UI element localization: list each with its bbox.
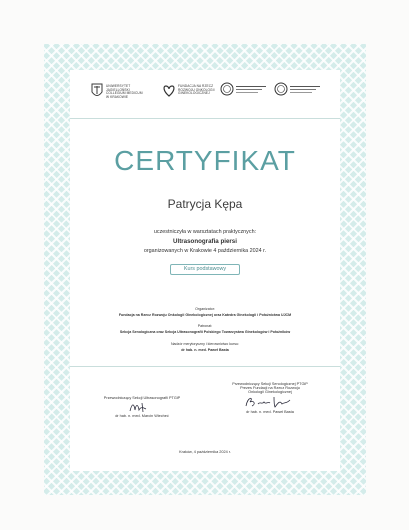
- course-supervisor: dr hab. n. med. Paweł Basta: [181, 348, 229, 352]
- supervision-label: Nadzór merytoryczny i kierownictwo kursu:: [170, 342, 240, 346]
- right-signatory-name: dr hab. n. med. Paweł Basta: [246, 410, 294, 414]
- logo-row: [70, 72, 340, 112]
- organizer-text: Fundacja na Rzecz Rozwoju Onkologii Ginekologicznej oraz Katedra Ginekologii i Położnictwa UJCM: [118, 313, 292, 317]
- foundation-logo: [162, 82, 218, 100]
- right-signature-image: [240, 394, 300, 410]
- right-signatory-role-3: Onkologii Ginekologicznej: [248, 390, 292, 394]
- university-logo: [90, 82, 150, 100]
- left-signature-block: [82, 396, 202, 418]
- organizer-label: Organizator:: [195, 307, 215, 311]
- foundation-logo-text: FUNDACJA NA RZECZ ROZWOJU ONKOLOGII GINEKOLOGICZNEJ: [178, 84, 215, 96]
- header-divider: [70, 118, 340, 119]
- right-signatory-role-2: Prezes Fundacji na Rzecz Rozwoju: [240, 386, 300, 390]
- certificate-title: CERTYFIKAT: [114, 145, 296, 176]
- left-signatory-name: dr hab. n. med. Marcin Wiecheć: [115, 414, 169, 418]
- participation-line: uczestniczyła w warsztatach praktycznych:: [153, 229, 257, 235]
- left-signature-image: [122, 400, 162, 414]
- right-signatory-role-1: Przewodniczący Sekcji Senologicznej PTGiP: [232, 382, 308, 386]
- society-seal-icon: [274, 82, 288, 96]
- patronage-text: Sekcja Senologiczna oraz Sekcja Ultrasonografii Polskiego Towarzystwa Ginekologów i Położników: [119, 330, 291, 334]
- ptgip-section-logo-2: [274, 82, 324, 100]
- recipient-name: Patrycja Kępa: [167, 197, 243, 211]
- patronage-label: Patronat:: [197, 324, 213, 328]
- middle-divider: [70, 366, 340, 367]
- left-signatory-role: Przewodniczący Sekcji Ultrasonografii PTGiP: [103, 396, 181, 400]
- place-and-date: Kraków, 4 października 2024 r.: [179, 450, 231, 454]
- foundation-heart-icon: [162, 82, 176, 100]
- course-title: Ultrasonografia piersi: [173, 238, 237, 245]
- university-logo-text: UNIWERSYTET JAGIELLOŃSKI COLLEGIUM MEDICUM W KRAKOWIE: [106, 84, 143, 99]
- society-seal-icon: [220, 82, 234, 96]
- ptgip-section-logo-1: [220, 82, 268, 100]
- university-crest-icon: [90, 82, 104, 100]
- course-location-date: organizowanych w Krakowie 4 października 2024 r.: [143, 248, 267, 254]
- course-level-badge: Kurs podstawowy: [170, 264, 240, 275]
- right-signature-block: [210, 382, 330, 414]
